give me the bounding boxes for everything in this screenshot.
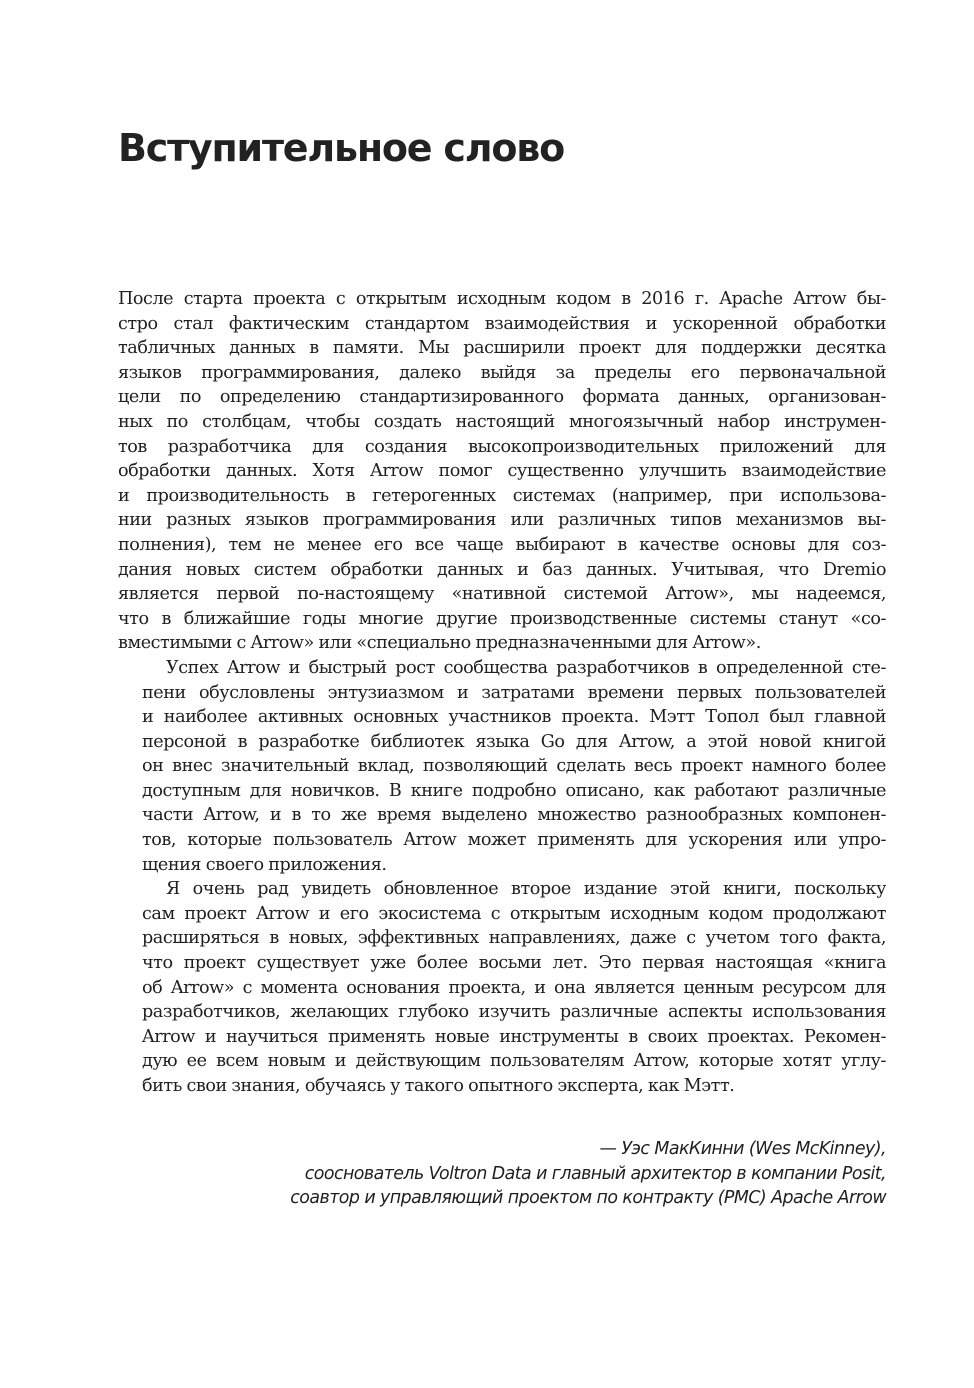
text-line: пени обусловлены энтузиазмом и затратами времени первых пользователей <box>142 682 886 703</box>
text-line: стро стал фактическим стандартом взаимодействия и ускоренной обработки <box>118 313 886 334</box>
text-line: цели по определению стандартизированного формата данных, организован- <box>118 387 886 408</box>
text-line: он внес значительный вклад, позволяющий сделать весь проект намного более <box>142 756 886 777</box>
text-line: вместимыми с Arrow» или «специально предназначенными для Arrow». <box>118 633 761 654</box>
text-line: дую ее всем новым и действующим пользователям Arrow, которые хотят углу- <box>142 1051 886 1072</box>
text-line: бить свои знания, обучаясь у такого опытного эксперта, как Мэтт. <box>142 1076 735 1096</box>
author-signature <box>290 1137 886 1211</box>
text-line: ных по столбцам, чтобы создать настоящий многоязычный набор инструмен- <box>118 411 886 432</box>
text-line: дания новых систем обработки данных и баз данных. Учитывая, что Dremio <box>118 559 886 580</box>
text-line: что в ближайшие годы многие другие производственные системы станут «со- <box>118 608 886 629</box>
text-line: об Arrow» с момента основания проекта, и она является ценным ресурсом для <box>142 977 886 998</box>
text-line: персоной в разработке библиотек языка Go для Arrow, а этой новой книгой <box>142 731 886 752</box>
text-line: доступным для новичков. В книге подробно описано, как работают различные <box>142 780 886 801</box>
text-line: разработчиков, желающих глубоко изучить различные аспекты использования <box>142 1002 886 1023</box>
text-line: является первой по-настоящему «нативной системой Arrow», мы надеемся, <box>118 584 886 605</box>
signature-author-role: сооснователь Voltron Data и главный архитектор в компании Posit, <box>304 1163 886 1184</box>
signature-author-name: — Уэс МакКинни (Wes McKinney), <box>599 1139 886 1159</box>
text-line: табличных данных в памяти. Мы расширили проект для поддержки десятка <box>118 338 886 359</box>
foreword-body <box>118 287 886 1099</box>
text-line: полнения), тем не менее его все чаще выбирают в качестве основы для соз- <box>118 534 886 555</box>
text-line: Успех Arrow и быстрый рост сообщества разработчиков в определенной сте- <box>166 657 886 678</box>
text-line: расширяться в новых, эффективных направлениях, даже с учетом того факта, <box>142 928 886 949</box>
paragraph <box>118 656 886 877</box>
text-line: сам проект Arrow и его экосистема с открытым исходным кодом продолжают <box>142 903 886 924</box>
text-line: и производительность в гетерогенных системах (например, при использова- <box>118 485 886 506</box>
text-line: нии разных языков программирования или различных типов механизмов вы- <box>118 510 886 531</box>
text-line: что проект существует уже более восьми лет. Это первая настоящая «книга <box>142 953 886 974</box>
text-line: языков программирования, далеко выйдя за пределы его первоначальной <box>118 362 886 383</box>
text-line: тов разработчика для создания высокопроизводительных приложений для <box>118 436 886 457</box>
paragraph <box>118 287 886 656</box>
text-line: тов, которые пользователь Arrow может применять для ускорения или упро- <box>142 830 886 851</box>
text-line: Arrow и научиться применять новые инструменты в своих проектах. Рекомен- <box>142 1026 886 1047</box>
paragraph <box>118 877 886 1098</box>
page-title: Вступительное слово <box>118 126 565 170</box>
text-line: Я очень рад увидеть обновленное второе издание этой книги, поскольку <box>166 879 886 900</box>
text-line: и наиболее активных основных участников проекта. Мэтт Топол был главной <box>142 707 886 728</box>
text-line: части Arrow, и в то же время выделено множество разнообразных компонен- <box>142 805 886 826</box>
text-line: обработки данных. Хотя Arrow помог существенно улучшить взаимодействие <box>118 461 886 482</box>
text-line: щения своего приложения. <box>142 854 387 875</box>
signature-author-project-role: соавтор и управляющий проектом по контракту (PMC) Apache Arrow <box>290 1188 886 1209</box>
text-line: После старта проекта с открытым исходным кодом в 2016 г. Apache Arrow бы- <box>118 289 886 309</box>
